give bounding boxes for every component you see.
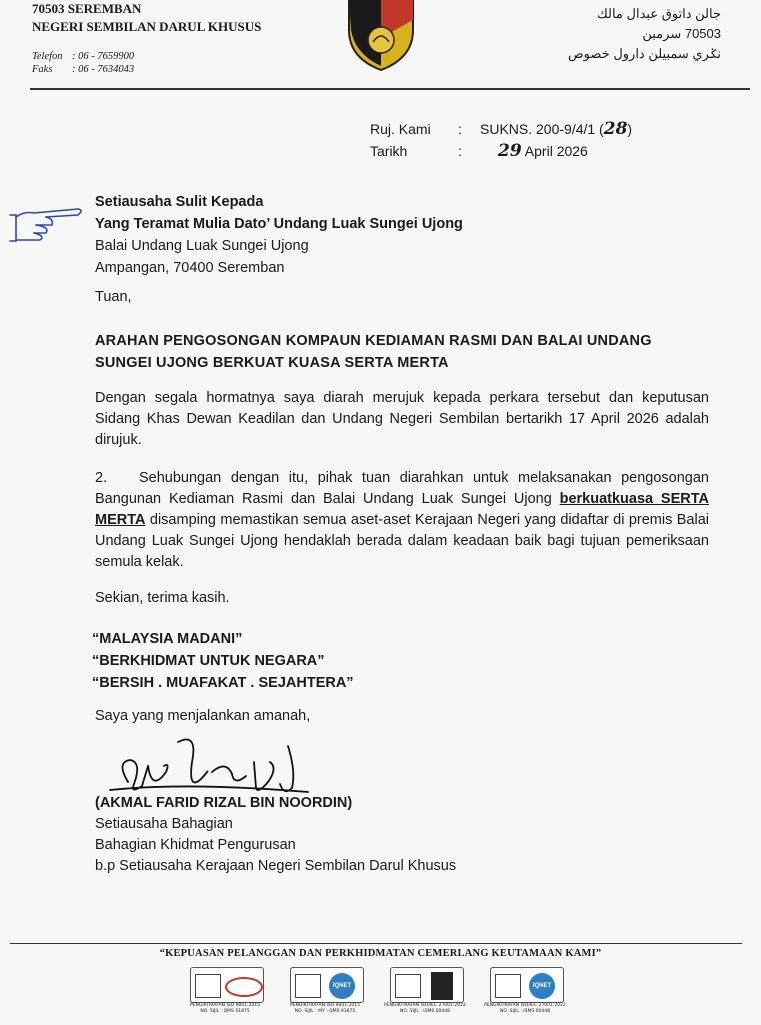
cert-badge-3 — [380, 965, 470, 1023]
cert-3-caption: PENGIKTIRAFAN ISO/IEC 27001:2022 — [384, 1003, 466, 1008]
jawi-line-1: جالن داتوق عبدال مالك — [597, 6, 721, 21]
cert-4-number: NO. SIJIL : ISMS 00448 — [500, 1009, 550, 1014]
sirim-logo-icon — [195, 974, 221, 998]
ukas-logo-icon — [431, 972, 453, 1000]
motto-1: “MALAYSIA MADANI” — [92, 631, 243, 647]
letter-subject — [95, 330, 715, 374]
tarikh-month-year: April 2026 — [524, 143, 588, 159]
letterhead-jawi — [568, 4, 721, 64]
phone-label: Telefon — [32, 51, 63, 62]
tarikh-handwritten-day: 29 — [498, 141, 522, 161]
reference-block — [370, 118, 632, 162]
motto-3: “BERSIH . MUAFAKAT . SEJAHTERA” — [92, 675, 354, 691]
recipient-line-2: Yang Teramat Mulia Dato’ Undang Luak Sungei Ujong — [95, 216, 463, 232]
recipient-line-3: Balai Undang Luak Sungei Ujong — [95, 238, 309, 254]
signer-block — [95, 793, 456, 877]
iqnet-logo-icon: IQNET — [329, 973, 355, 999]
handwritten-signature — [108, 732, 318, 802]
jawi-line-2: 70503 سرمبن — [642, 26, 721, 41]
cert-2-caption: PENGIKTIRAFAN ISO 9001:2015 — [289, 1003, 361, 1008]
sirim-logo-icon — [495, 974, 521, 998]
tarikh-label: Tarikh — [370, 143, 408, 159]
signer-title-2: Bahagian Khidmat Pengurusan — [95, 837, 296, 853]
cert-3-number: NO. SIJIL : ISMS 00448 — [400, 1009, 450, 1014]
tarikh-colon: : — [458, 143, 462, 159]
paragraph-1: Dengan segala hormatnya saya diarah merujuk kepada perkara tersebut dan keputusan Sidang Khas Dewan Keadilan dan Undang Negeri Sembilan bertarikh 17 April 2026 adalah dirujuk. — [95, 390, 709, 448]
iqnet-logo-icon: IQNET — [529, 973, 555, 999]
ruj-colon: : — [458, 121, 462, 137]
letterhead-contact — [32, 50, 134, 76]
certification-logos — [180, 965, 600, 1025]
ruj-label: Ruj. Kami — [370, 121, 431, 137]
ruj-handwritten-number: 28 — [603, 119, 628, 139]
cert-badge-2 — [280, 965, 370, 1023]
subject-line-2: SUNGEI UJONG BERKUAT KUASA SERTA MERTA — [95, 355, 449, 371]
paragraph-2-number: 2. — [95, 470, 108, 486]
paragraph-2 — [95, 468, 709, 573]
footer-divider — [10, 943, 742, 944]
recipient-line-1: Setiausaha Sulit Kepada — [95, 194, 264, 210]
motto-2: “BERKHIDMAT UNTUK NEGARA” — [92, 653, 325, 669]
cert-4-caption: PENGIKTIRAFAN ISO/IEC 27001:2022 — [484, 1003, 566, 1008]
salutation: Tuan, — [95, 289, 132, 305]
cert-badge-4 — [480, 965, 570, 1023]
signer-title-1: Setiausaha Bahagian — [95, 816, 233, 832]
cert-1-caption: PENGIKTIRAFAN ISO 9001:2015 — [189, 1003, 261, 1008]
ruj-value: SUKNS. 200-9/4/1 ( — [480, 121, 604, 137]
certification-mark-icon — [225, 977, 263, 997]
fax-label: Faks — [32, 64, 53, 75]
recipient-address — [95, 191, 463, 279]
cert-badge-1 — [180, 965, 270, 1023]
letterhead-address — [32, 0, 261, 36]
paragraph-2-text-after: disamping memastikan semua aset-aset Kerajaan Negeri yang didaftar di premis Balai Undang Luak Sungei Ujong hendaklah berada dalam keadaan baik bagi tujuan pemeriksaan semula kelak. — [95, 512, 709, 570]
mottos — [92, 628, 354, 694]
sign-off: Saya yang menjalankan amanah, — [95, 708, 311, 724]
sirim-logo-icon — [295, 974, 321, 998]
signer-name: (AKMAL FARID RIZAL BIN NOORDIN) — [95, 795, 353, 811]
jawi-line-3: نݢري سمبيلن دارول خصوص — [567, 46, 721, 61]
signer-title-3: b.p Setiausaha Kerajaan Negeri Sembilan Darul Khusus — [95, 858, 457, 874]
hand-pointer-icon — [6, 203, 86, 245]
reference-row — [370, 118, 632, 140]
phone-number: : 06 - 7659900 — [72, 51, 135, 62]
cert-1-number: NO. SIJIL : QMS 01875 — [200, 1009, 250, 1014]
recipient-line-4: Ampangan, 70400 Seremban — [95, 260, 285, 276]
footer-slogan: “KEPUASAN PELANGGAN DAN PERKHIDMATAN CEMERLANG KEUTAMAAN KAMI” — [159, 948, 602, 959]
letterhead-postcode: 70503 SEREMBAN — [32, 1, 142, 16]
paragraph-2-text-before: Sehubungan dengan itu, pihak tuan diarahkan untuk melaksanakan pengosongan Bangunan Kediaman Rasmi dan Balai Undang Luak Sungei Ujong — [95, 470, 709, 507]
letterhead-state: NEGERI SEMBILAN DARUL KHUSUS — [32, 19, 262, 34]
closing-remark: Sekian, terima kasih. — [95, 590, 230, 606]
fax-number: : 06 - 7634043 — [72, 64, 135, 75]
subject-line-1: ARAHAN PENGOSONGAN KOMPAUN KEDIAMAN RASMI DAN BALAI UNDANG — [95, 333, 652, 349]
ruj-close: ) — [627, 121, 633, 137]
letterhead-divider — [30, 88, 750, 90]
sirim-logo-icon — [395, 974, 421, 998]
cert-2-number: NO. SIJIL : MY - QMS 01875 — [294, 1009, 356, 1014]
state-crest-logo — [345, 0, 417, 72]
date-row — [370, 140, 632, 162]
paragraph-2-emphasis: berkuatkuasa SERTA MERTA — [95, 491, 709, 528]
